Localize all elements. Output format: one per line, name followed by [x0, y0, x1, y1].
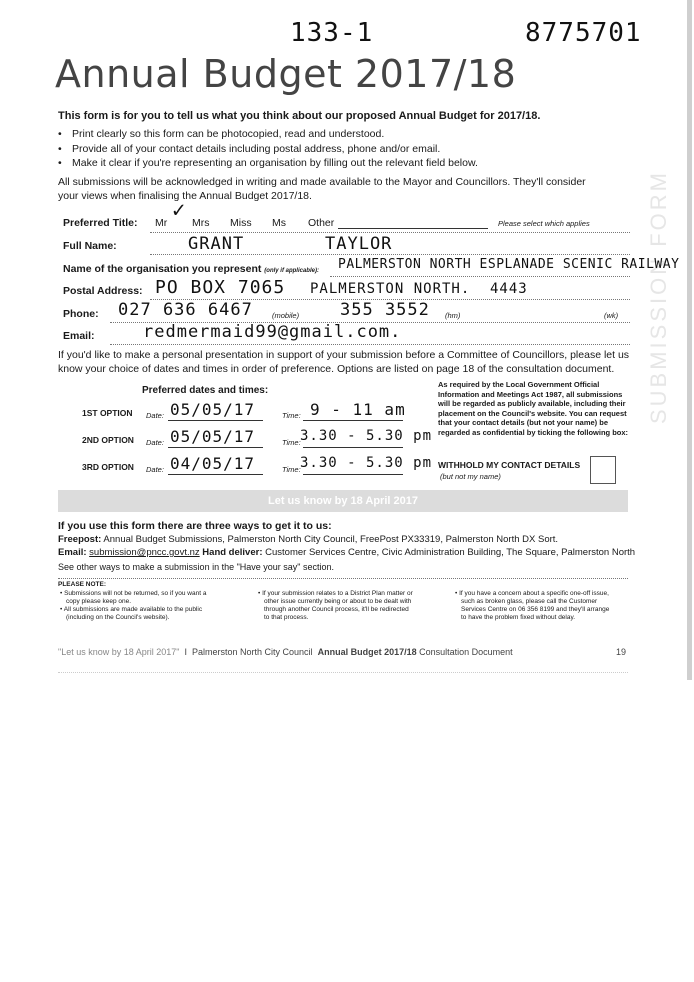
page-title: Annual Budget 2017/18	[55, 52, 517, 96]
title-option-ms[interactable]: Ms	[272, 217, 286, 229]
postal-address-label: Postal Address:	[63, 285, 143, 297]
intro-bullet: • Provide all of your contact details including postal address, phone and/or email.	[58, 143, 441, 155]
postal-code[interactable]: 4443	[490, 281, 528, 297]
note-column-2: • If your submission relates to a District Plan matter or other issue currently being or about to be dealt with through another Council process, it'll be redirected to that process.	[258, 590, 413, 621]
name-row-divider	[150, 254, 630, 255]
preferred-dates-heading: Preferred dates and times:	[142, 385, 269, 396]
option-3-time[interactable]: 3.30 - 5.30 pm	[300, 455, 433, 471]
note-column-3: • If you have a concern about a specific one-off issue, such as broken glass, please call the Customer Services Centre on 06 356 8199 and they'll arrange to have the problem fixed without delay.	[455, 590, 610, 621]
deadline-banner: Let us know by 18 April 2017	[58, 490, 628, 512]
intro-heading: This form is for you to tell us what you think about our proposed Annual Budget for 2017/18.	[58, 110, 541, 122]
option-2-date[interactable]: 05/05/17	[170, 427, 256, 446]
mobile-phone-field[interactable]: 027 636 6467	[118, 300, 253, 320]
work-tag: (wk)	[604, 311, 619, 320]
title-select-note: Please select which applies	[498, 219, 590, 228]
submission-email-link[interactable]: submission@pncc.govt.nz	[89, 547, 200, 558]
email-field[interactable]: redmermaid99@gmail.com.	[143, 322, 402, 342]
title-row-divider	[150, 232, 630, 233]
option-2-date-line	[168, 447, 263, 448]
page-number: 19	[616, 647, 627, 657]
last-name-field[interactable]: TAYLOR	[325, 234, 393, 254]
option-3-date-line	[168, 474, 263, 475]
organisation-label: Name of the organisation you represent (only if applicable):	[63, 263, 319, 275]
option-1-time[interactable]: 9 - 11 am	[310, 400, 406, 419]
postal-address-line2[interactable]: PALMERSTON NORTH.	[310, 281, 471, 297]
withhold-label: WITHHOLD MY CONTACT DETAILS	[438, 460, 581, 470]
delivery-heading: If you use this form there are three ways to get it to us:	[58, 520, 332, 532]
freepost-line: Freepost: Annual Budget Submissions, Palmerston North City Council, FreePost PX33319, Palmerston North DX Sort.	[58, 534, 559, 545]
option-1-date-line	[168, 420, 263, 421]
option-2-time[interactable]: 3.30 - 5.30 pm	[300, 428, 433, 444]
privacy-notice: As required by the Local Government Official Information and Meetings Act 1987, all submissions will be regarded as publicly available, including their placement on the Council's website. You can request that your contact details (but not your name) be regarded as confidential by ticking the following box:	[438, 380, 629, 437]
full-name-label: Full Name:	[63, 240, 117, 252]
home-phone-field[interactable]: 355 3552	[340, 300, 430, 320]
footer-rule	[58, 672, 628, 673]
home-tag: (hm)	[445, 311, 461, 320]
time-label: Time:	[282, 465, 301, 474]
date-label: Date:	[146, 411, 164, 420]
preferred-title-label: Preferred Title:	[63, 217, 138, 229]
option-2-time-line	[303, 447, 403, 448]
option-1-time-line	[303, 420, 403, 421]
time-label: Time:	[282, 438, 301, 447]
other-title-line	[338, 228, 488, 229]
title-tick-mark: ✓	[172, 198, 187, 223]
intro-bullet: • Make it clear if you're representing an organisation by filling out the relevant field below.	[58, 157, 478, 169]
date-label: Date:	[146, 438, 164, 447]
email-row-divider	[110, 344, 630, 345]
postal-address-line1[interactable]: PO BOX 7065	[155, 277, 286, 298]
option-2-label: 2ND OPTION	[82, 435, 134, 445]
email-hand-line: Email: submission@pncc.govt.nz Hand deliver: Customer Services Centre, Civic Administration Building, The Square, Palmerston North	[58, 547, 636, 558]
title-option-mrs[interactable]: Mrs	[192, 217, 210, 229]
mobile-tag: (mobile)	[272, 311, 300, 320]
option-1-date[interactable]: 05/05/17	[170, 400, 256, 419]
please-note-heading: PLEASE NOTE:	[58, 581, 107, 588]
edge-scan-bar	[687, 0, 692, 680]
side-label: SUBMISSION FORM	[646, 170, 671, 425]
page-footer: "Let us know by 18 April 2017" I Palmerston North City Council Annual Budget 2017/18 Consultation Document	[58, 647, 513, 657]
email-label: Email:	[63, 330, 95, 342]
option-1-label: 1ST OPTION	[82, 408, 133, 418]
acknowledgement-text: All submissions will be acknowledged in writing and made available to the Mayor and Councillors. They'll consider your views when finalising the Annual Budget 2017/18.	[58, 176, 586, 202]
option-3-time-line	[303, 474, 403, 475]
reference-number-right: 8775701	[525, 18, 642, 48]
option-3-date[interactable]: 04/05/17	[170, 454, 256, 473]
other-ways-text: See other ways to make a submission in the "Have your say" section.	[58, 562, 335, 572]
title-option-other[interactable]: Other	[308, 217, 335, 229]
first-name-field[interactable]: GRANT	[188, 234, 245, 254]
note-column-1: • Submissions will not be returned, so if you want a copy please keep one. • All submissions are made available to the public (including on the Council's website).	[60, 590, 207, 621]
withhold-checkbox[interactable]	[590, 456, 616, 484]
option-3-label: 3RD OPTION	[82, 462, 134, 472]
title-option-miss[interactable]: Miss	[230, 217, 252, 229]
time-label: Time:	[282, 411, 301, 420]
reference-number-left: 133-1	[290, 18, 374, 48]
organisation-field[interactable]: PALMERSTON NORTH ESPLANADE SCENIC RAILWAY	[338, 257, 680, 272]
delivery-divider	[58, 578, 628, 579]
withhold-note: (but not my name)	[440, 472, 501, 481]
date-label: Date:	[146, 465, 164, 474]
intro-bullet: • Print clearly so this form can be photocopied, read and understood.	[58, 128, 385, 140]
title-option-mr[interactable]: Mr	[155, 217, 168, 229]
presentation-text: If you'd like to make a personal presentation in support of your submission before a Committee of Councillors, please let us know your choice of dates and times in order of preference. Options are listed on page 18 of the consultation document.	[58, 349, 630, 375]
org-row-divider	[330, 276, 630, 277]
phone-label: Phone:	[63, 308, 99, 320]
